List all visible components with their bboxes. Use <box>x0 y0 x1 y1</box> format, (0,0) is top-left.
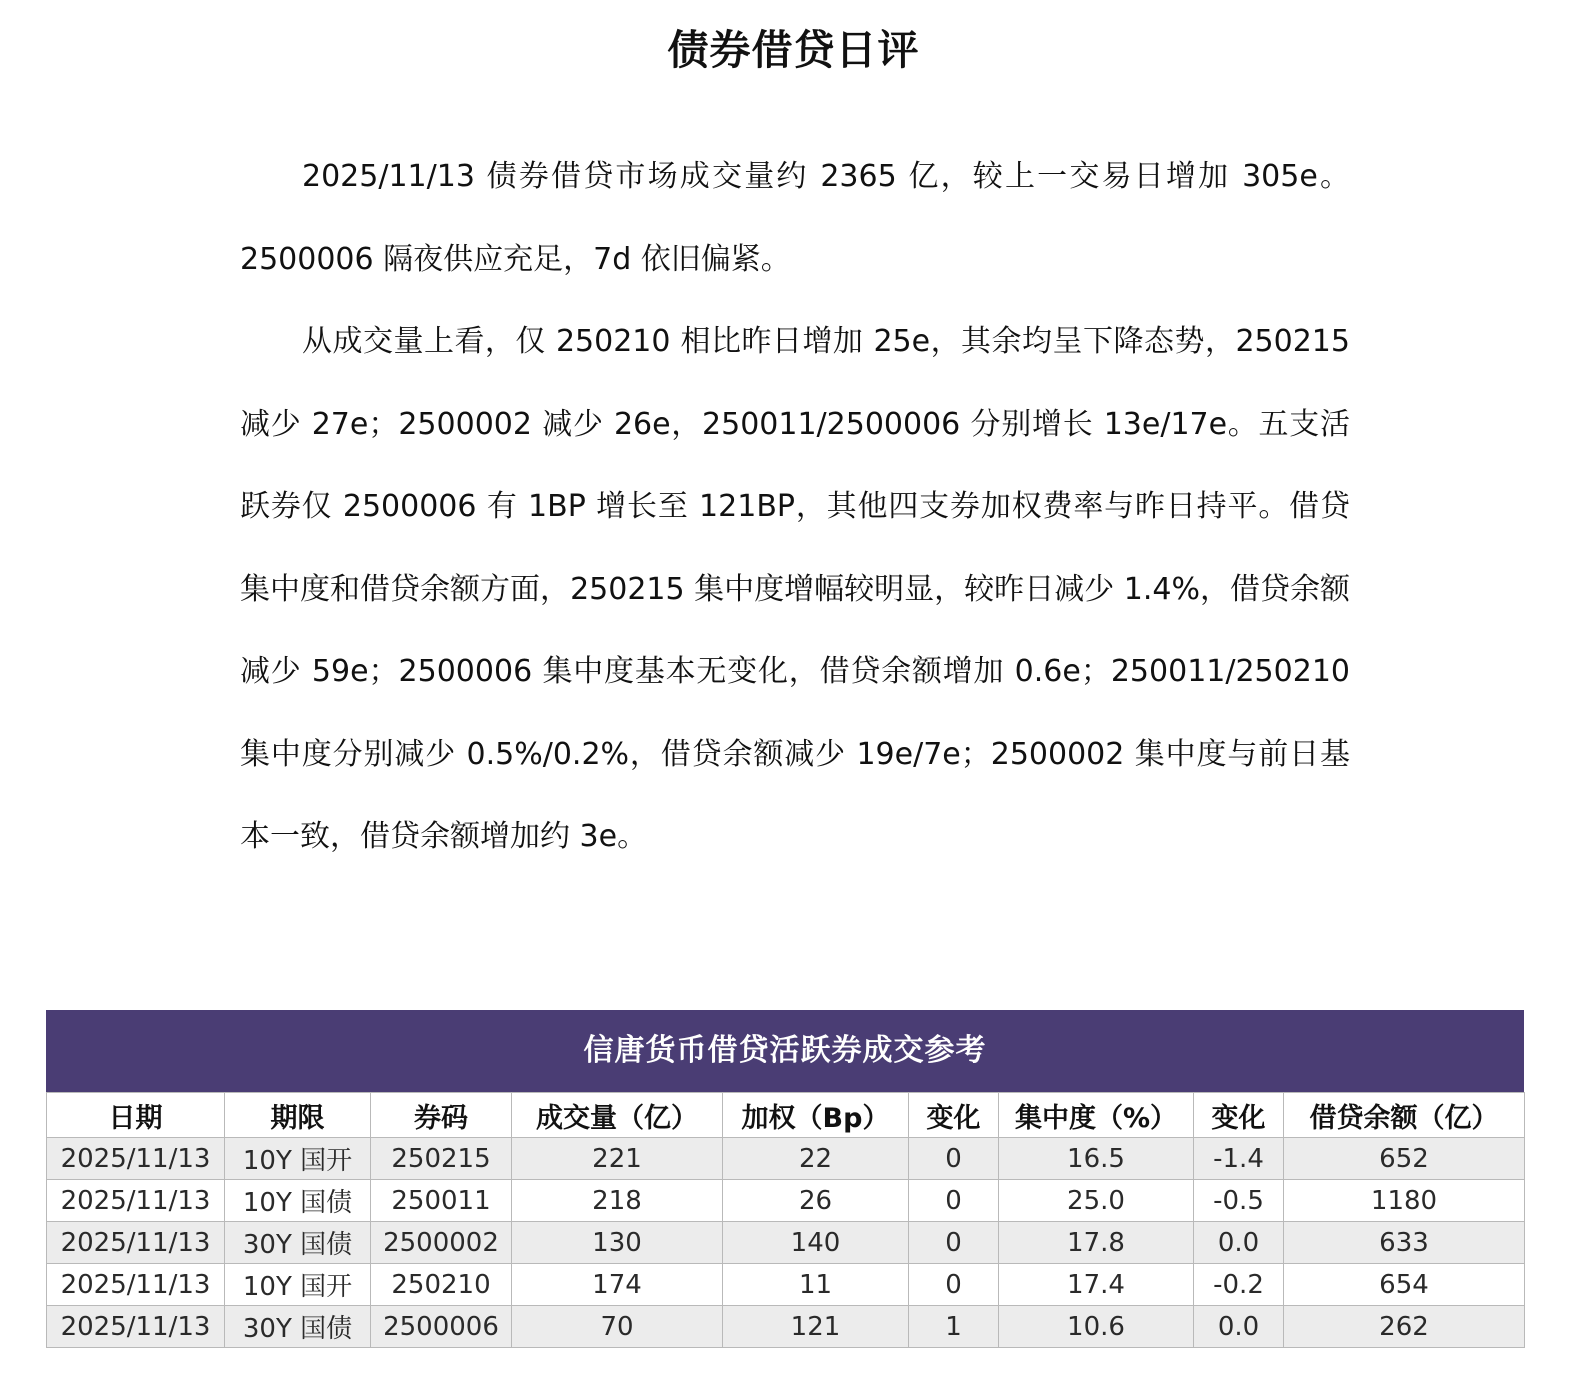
cell-concentration-change: 0.0 <box>1194 1306 1284 1348</box>
cell-concentration-change: 0.0 <box>1194 1222 1284 1264</box>
cell-concentration: 17.8 <box>999 1222 1194 1264</box>
cell-volume: 70 <box>512 1306 723 1348</box>
cell-term: 10Y 国开 <box>225 1138 371 1180</box>
cell-concentration-change: -0.5 <box>1194 1180 1284 1222</box>
cell-balance: 633 <box>1284 1222 1525 1264</box>
commentary-body <box>240 136 1350 879</box>
cell-weighted-rate: 140 <box>723 1222 909 1264</box>
cell-balance: 262 <box>1284 1306 1525 1348</box>
cell-code: 250210 <box>371 1264 512 1306</box>
cell-volume: 130 <box>512 1222 723 1264</box>
cell-concentration-change: -1.4 <box>1194 1138 1284 1180</box>
cell-concentration: 16.5 <box>999 1138 1194 1180</box>
cell-balance: 652 <box>1284 1138 1525 1180</box>
cell-rate-change: 0 <box>909 1180 999 1222</box>
cell-balance: 654 <box>1284 1264 1525 1306</box>
cell-code: 2500002 <box>371 1222 512 1264</box>
cell-volume: 218 <box>512 1180 723 1222</box>
cell-rate-change: 0 <box>909 1264 999 1306</box>
cell-date: 2025/11/13 <box>47 1264 225 1306</box>
cell-volume: 174 <box>512 1264 723 1306</box>
cell-volume: 221 <box>512 1138 723 1180</box>
cell-rate-change: 1 <box>909 1306 999 1348</box>
cell-term: 10Y 国债 <box>225 1180 371 1222</box>
table-row <box>47 1138 1525 1180</box>
cell-date: 2025/11/13 <box>47 1306 225 1348</box>
cell-rate-change: 0 <box>909 1138 999 1180</box>
cell-code: 2500006 <box>371 1306 512 1348</box>
table-row <box>47 1180 1525 1222</box>
column-header-code: 券码 <box>371 1093 512 1138</box>
active-bonds-table-block <box>46 1010 1524 1348</box>
column-header-rate-change: 变化 <box>909 1093 999 1138</box>
table-header-row <box>47 1093 1525 1138</box>
column-header-concentration-change: 变化 <box>1194 1093 1284 1138</box>
cell-rate-change: 0 <box>909 1222 999 1264</box>
active-bonds-table <box>46 1092 1525 1348</box>
cell-weighted-rate: 22 <box>723 1138 909 1180</box>
cell-code: 250215 <box>371 1138 512 1180</box>
table-row <box>47 1306 1525 1348</box>
column-header-balance: 借贷余额（亿） <box>1284 1093 1525 1138</box>
paragraph: 2025/11/13 债券借贷市场成交量约 2365 亿，较上一交易日增加 305e。2500006 隔夜供应充足，7d 依旧偏紧。 <box>240 159 1350 277</box>
cell-balance: 1180 <box>1284 1180 1525 1222</box>
cell-concentration: 10.6 <box>999 1306 1194 1348</box>
cell-weighted-rate: 11 <box>723 1264 909 1306</box>
column-header-date: 日期 <box>47 1093 225 1138</box>
cell-concentration: 25.0 <box>999 1180 1194 1222</box>
cell-concentration: 17.4 <box>999 1264 1194 1306</box>
paragraph: 从成交量上看，仅 250210 相比昨日增加 25e，其余均呈下降态势，250215 减少 27e；2500002 减少 26e，250011/2500006 分别增长 13e/17e。五支活跃券仅 2500006 有 1BP 增长至 121BP，其他四支券加权费率与昨日持平。借贷集中度和借贷余额方面，250215 集中度增幅较明显，较昨日减少 1.4%，借贷余额减少 59e；2500006 集中度基本无变化，借贷余额增加 0.6e；250011/250210 集中度分别减少 0.5%/0.2%，借贷余额减少 19e/7e；2500002 集中度与前日基本一致，借贷余额增加约 3e。 <box>240 324 1350 854</box>
table-caption: 信唐货币借贷活跃券成交参考 <box>46 1010 1524 1092</box>
column-header-volume: 成交量（亿） <box>512 1093 723 1138</box>
column-header-weighted-rate: 加权（Bp） <box>723 1093 909 1138</box>
column-header-concentration: 集中度（%） <box>999 1093 1194 1138</box>
cell-code: 250011 <box>371 1180 512 1222</box>
cell-concentration-change: -0.2 <box>1194 1264 1284 1306</box>
cell-date: 2025/11/13 <box>47 1138 225 1180</box>
column-header-term: 期限 <box>225 1093 371 1138</box>
cell-date: 2025/11/13 <box>47 1180 225 1222</box>
table-row <box>47 1222 1525 1264</box>
cell-weighted-rate: 121 <box>723 1306 909 1348</box>
cell-term: 30Y 国债 <box>225 1222 371 1264</box>
cell-weighted-rate: 26 <box>723 1180 909 1222</box>
page-title: 债券借贷日评 <box>667 26 920 74</box>
cell-term: 30Y 国债 <box>225 1306 371 1348</box>
cell-term: 10Y 国开 <box>225 1264 371 1306</box>
table-row <box>47 1264 1525 1306</box>
cell-date: 2025/11/13 <box>47 1222 225 1264</box>
